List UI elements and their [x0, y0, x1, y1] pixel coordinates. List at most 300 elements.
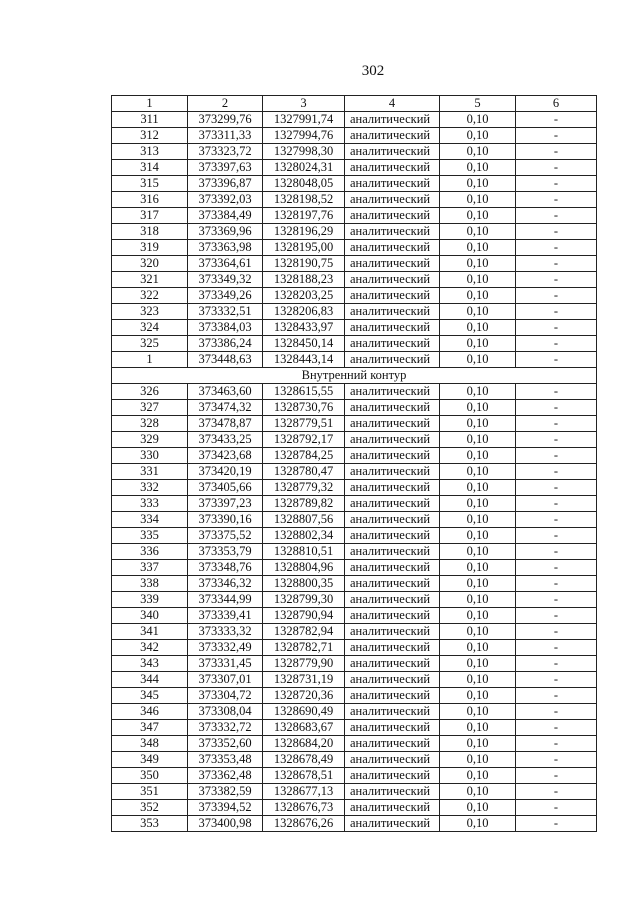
- y-coordinate-cell: 1328790,94: [263, 608, 345, 624]
- point-number-cell: 319: [112, 240, 188, 256]
- method-cell: аналитический: [345, 432, 440, 448]
- note-cell: -: [516, 416, 597, 432]
- note-cell: -: [516, 320, 597, 336]
- note-cell: -: [516, 352, 597, 368]
- x-coordinate-cell: 373308,04: [188, 704, 263, 720]
- note-cell: -: [516, 576, 597, 592]
- y-coordinate-cell: 1328206,83: [263, 304, 345, 320]
- note-cell: -: [516, 144, 597, 160]
- note-cell: -: [516, 720, 597, 736]
- x-coordinate-cell: 373362,48: [188, 768, 263, 784]
- y-coordinate-cell: 1328188,23: [263, 272, 345, 288]
- x-coordinate-cell: 373397,63: [188, 160, 263, 176]
- note-cell: -: [516, 208, 597, 224]
- table-row: [112, 624, 597, 640]
- note-cell: -: [516, 336, 597, 352]
- accuracy-cell: 0,10: [440, 400, 516, 416]
- table-row: [112, 496, 597, 512]
- y-coordinate-cell: 1328677,13: [263, 784, 345, 800]
- table-row: [112, 560, 597, 576]
- point-number-cell: 353: [112, 816, 188, 832]
- method-cell: аналитический: [345, 288, 440, 304]
- point-number-cell: 312: [112, 128, 188, 144]
- x-coordinate-cell: 373384,03: [188, 320, 263, 336]
- point-number-cell: 329: [112, 432, 188, 448]
- table-row: [112, 256, 597, 272]
- method-cell: аналитический: [345, 544, 440, 560]
- y-coordinate-cell: 1328433,97: [263, 320, 345, 336]
- y-coordinate-cell: 1328784,25: [263, 448, 345, 464]
- x-coordinate-cell: 373384,49: [188, 208, 263, 224]
- table-row: [112, 672, 597, 688]
- method-cell: аналитический: [345, 688, 440, 704]
- accuracy-cell: 0,10: [440, 816, 516, 832]
- x-coordinate-cell: 373323,72: [188, 144, 263, 160]
- method-cell: аналитический: [345, 160, 440, 176]
- x-coordinate-cell: 373386,24: [188, 336, 263, 352]
- y-coordinate-cell: 1328804,96: [263, 560, 345, 576]
- table-row: [112, 736, 597, 752]
- method-cell: аналитический: [345, 464, 440, 480]
- accuracy-cell: 0,10: [440, 688, 516, 704]
- table-row: [112, 688, 597, 704]
- y-coordinate-cell: 1328779,90: [263, 656, 345, 672]
- x-coordinate-cell: 373353,79: [188, 544, 263, 560]
- y-coordinate-cell: 1327991,74: [263, 112, 345, 128]
- y-coordinate-cell: 1328190,75: [263, 256, 345, 272]
- point-number-cell: 348: [112, 736, 188, 752]
- x-coordinate-cell: 373344,99: [188, 592, 263, 608]
- method-cell: аналитический: [345, 528, 440, 544]
- column-header: 2: [188, 96, 263, 112]
- method-cell: аналитический: [345, 784, 440, 800]
- table-row: [112, 304, 597, 320]
- method-cell: аналитический: [345, 672, 440, 688]
- x-coordinate-cell: 373311,33: [188, 128, 263, 144]
- accuracy-cell: 0,10: [440, 576, 516, 592]
- table-row: [112, 272, 597, 288]
- table-row: [112, 192, 597, 208]
- page-number: 302: [361, 63, 385, 79]
- y-coordinate-cell: 1328792,17: [263, 432, 345, 448]
- table-row: [112, 336, 597, 352]
- y-coordinate-cell: 1328810,51: [263, 544, 345, 560]
- accuracy-cell: 0,10: [440, 480, 516, 496]
- point-number-cell: 345: [112, 688, 188, 704]
- point-number-cell: 335: [112, 528, 188, 544]
- method-cell: аналитический: [345, 176, 440, 192]
- accuracy-cell: 0,10: [440, 128, 516, 144]
- point-number-cell: 331: [112, 464, 188, 480]
- method-cell: аналитический: [345, 800, 440, 816]
- section-row: [112, 368, 597, 384]
- point-number-cell: 328: [112, 416, 188, 432]
- y-coordinate-cell: 1328676,73: [263, 800, 345, 816]
- accuracy-cell: 0,10: [440, 384, 516, 400]
- point-number-cell: 344: [112, 672, 188, 688]
- point-number-cell: 1: [112, 352, 188, 368]
- point-number-cell: 311: [112, 112, 188, 128]
- table-row: [112, 768, 597, 784]
- column-header: 3: [263, 96, 345, 112]
- accuracy-cell: 0,10: [440, 736, 516, 752]
- table-row: [112, 400, 597, 416]
- x-coordinate-cell: 373348,76: [188, 560, 263, 576]
- note-cell: -: [516, 800, 597, 816]
- section-title: Внутренний контур: [112, 368, 597, 384]
- x-coordinate-cell: 373405,66: [188, 480, 263, 496]
- note-cell: -: [516, 448, 597, 464]
- y-coordinate-cell: 1328196,29: [263, 224, 345, 240]
- point-number-cell: 338: [112, 576, 188, 592]
- x-coordinate-cell: 373390,16: [188, 512, 263, 528]
- x-coordinate-cell: 373394,52: [188, 800, 263, 816]
- table-row: [112, 240, 597, 256]
- y-coordinate-cell: 1328782,94: [263, 624, 345, 640]
- y-coordinate-cell: 1328730,76: [263, 400, 345, 416]
- method-cell: аналитический: [345, 560, 440, 576]
- point-number-cell: 350: [112, 768, 188, 784]
- note-cell: -: [516, 400, 597, 416]
- method-cell: аналитический: [345, 240, 440, 256]
- accuracy-cell: 0,10: [440, 224, 516, 240]
- x-coordinate-cell: 373299,76: [188, 112, 263, 128]
- method-cell: аналитический: [345, 272, 440, 288]
- point-number-cell: 324: [112, 320, 188, 336]
- note-cell: -: [516, 608, 597, 624]
- accuracy-cell: 0,10: [440, 272, 516, 288]
- y-coordinate-cell: 1328780,47: [263, 464, 345, 480]
- y-coordinate-cell: 1328684,20: [263, 736, 345, 752]
- method-cell: аналитический: [345, 352, 440, 368]
- accuracy-cell: 0,10: [440, 416, 516, 432]
- method-cell: аналитический: [345, 480, 440, 496]
- point-number-cell: 318: [112, 224, 188, 240]
- table-row: [112, 752, 597, 768]
- note-cell: -: [516, 784, 597, 800]
- x-coordinate-cell: 373331,45: [188, 656, 263, 672]
- y-coordinate-cell: 1328443,14: [263, 352, 345, 368]
- accuracy-cell: 0,10: [440, 192, 516, 208]
- method-cell: аналитический: [345, 608, 440, 624]
- note-cell: -: [516, 224, 597, 240]
- method-cell: аналитический: [345, 384, 440, 400]
- table-row: [112, 656, 597, 672]
- method-cell: аналитический: [345, 208, 440, 224]
- point-number-cell: 336: [112, 544, 188, 560]
- note-cell: -: [516, 160, 597, 176]
- note-cell: -: [516, 432, 597, 448]
- method-cell: аналитический: [345, 128, 440, 144]
- accuracy-cell: 0,10: [440, 704, 516, 720]
- table-row: [112, 544, 597, 560]
- x-coordinate-cell: 373349,26: [188, 288, 263, 304]
- table-row: [112, 464, 597, 480]
- table-row: [112, 704, 597, 720]
- point-number-cell: 325: [112, 336, 188, 352]
- x-coordinate-cell: 373463,60: [188, 384, 263, 400]
- table-row: [112, 576, 597, 592]
- x-coordinate-cell: 373433,25: [188, 432, 263, 448]
- column-header: 4: [345, 96, 440, 112]
- table-row: [112, 176, 597, 192]
- x-coordinate-cell: 373352,60: [188, 736, 263, 752]
- accuracy-cell: 0,10: [440, 464, 516, 480]
- accuracy-cell: 0,10: [440, 544, 516, 560]
- y-coordinate-cell: 1328690,49: [263, 704, 345, 720]
- method-cell: аналитический: [345, 144, 440, 160]
- table-row: [112, 528, 597, 544]
- method-cell: аналитический: [345, 336, 440, 352]
- point-number-cell: 339: [112, 592, 188, 608]
- point-number-cell: 343: [112, 656, 188, 672]
- x-coordinate-cell: 373333,32: [188, 624, 263, 640]
- x-coordinate-cell: 373478,87: [188, 416, 263, 432]
- point-number-cell: 333: [112, 496, 188, 512]
- point-number-cell: 346: [112, 704, 188, 720]
- method-cell: аналитический: [345, 592, 440, 608]
- accuracy-cell: 0,10: [440, 240, 516, 256]
- x-coordinate-cell: 373307,01: [188, 672, 263, 688]
- point-number-cell: 340: [112, 608, 188, 624]
- table-row: [112, 816, 597, 832]
- method-cell: аналитический: [345, 320, 440, 336]
- accuracy-cell: 0,10: [440, 752, 516, 768]
- note-cell: -: [516, 384, 597, 400]
- y-coordinate-cell: 1328678,49: [263, 752, 345, 768]
- accuracy-cell: 0,10: [440, 160, 516, 176]
- point-number-cell: 332: [112, 480, 188, 496]
- point-number-cell: 334: [112, 512, 188, 528]
- x-coordinate-cell: 373353,48: [188, 752, 263, 768]
- table-row: [112, 320, 597, 336]
- column-header: 5: [440, 96, 516, 112]
- y-coordinate-cell: 1328731,19: [263, 672, 345, 688]
- point-number-cell: 320: [112, 256, 188, 272]
- note-cell: -: [516, 688, 597, 704]
- accuracy-cell: 0,10: [440, 528, 516, 544]
- table-row: [112, 352, 597, 368]
- x-coordinate-cell: 373400,98: [188, 816, 263, 832]
- accuracy-cell: 0,10: [440, 592, 516, 608]
- table-row: [112, 720, 597, 736]
- note-cell: -: [516, 496, 597, 512]
- accuracy-cell: 0,10: [440, 560, 516, 576]
- method-cell: аналитический: [345, 752, 440, 768]
- y-coordinate-cell: 1328195,00: [263, 240, 345, 256]
- coordinates-table-body: [112, 96, 597, 832]
- x-coordinate-cell: 373375,52: [188, 528, 263, 544]
- table-row: [112, 144, 597, 160]
- point-number-cell: 326: [112, 384, 188, 400]
- method-cell: аналитический: [345, 192, 440, 208]
- table-row: [112, 800, 597, 816]
- x-coordinate-cell: 373396,87: [188, 176, 263, 192]
- note-cell: -: [516, 272, 597, 288]
- y-coordinate-cell: 1328807,56: [263, 512, 345, 528]
- note-cell: -: [516, 176, 597, 192]
- note-cell: -: [516, 544, 597, 560]
- table-row: [112, 640, 597, 656]
- accuracy-cell: 0,10: [440, 336, 516, 352]
- x-coordinate-cell: 373364,61: [188, 256, 263, 272]
- accuracy-cell: 0,10: [440, 320, 516, 336]
- note-cell: -: [516, 288, 597, 304]
- accuracy-cell: 0,10: [440, 496, 516, 512]
- note-cell: -: [516, 624, 597, 640]
- method-cell: аналитический: [345, 768, 440, 784]
- table-row: [112, 416, 597, 432]
- note-cell: -: [516, 704, 597, 720]
- table-row: [112, 608, 597, 624]
- x-coordinate-cell: 373332,72: [188, 720, 263, 736]
- note-cell: -: [516, 192, 597, 208]
- accuracy-cell: 0,10: [440, 672, 516, 688]
- method-cell: аналитический: [345, 112, 440, 128]
- table-row: [112, 384, 597, 400]
- point-number-cell: 352: [112, 800, 188, 816]
- note-cell: -: [516, 480, 597, 496]
- note-cell: -: [516, 560, 597, 576]
- note-cell: -: [516, 528, 597, 544]
- accuracy-cell: 0,10: [440, 288, 516, 304]
- y-coordinate-cell: 1328198,52: [263, 192, 345, 208]
- point-number-cell: 349: [112, 752, 188, 768]
- table-row: [112, 224, 597, 240]
- table-row: [112, 208, 597, 224]
- table-row: [112, 288, 597, 304]
- y-coordinate-cell: 1328676,26: [263, 816, 345, 832]
- x-coordinate-cell: 373392,03: [188, 192, 263, 208]
- x-coordinate-cell: 373448,63: [188, 352, 263, 368]
- table-row: [112, 592, 597, 608]
- accuracy-cell: 0,10: [440, 608, 516, 624]
- accuracy-cell: 0,10: [440, 656, 516, 672]
- coordinates-table: [111, 95, 597, 832]
- point-number-cell: 342: [112, 640, 188, 656]
- note-cell: -: [516, 128, 597, 144]
- accuracy-cell: 0,10: [440, 624, 516, 640]
- point-number-cell: 330: [112, 448, 188, 464]
- note-cell: -: [516, 256, 597, 272]
- point-number-cell: 313: [112, 144, 188, 160]
- note-cell: -: [516, 112, 597, 128]
- method-cell: аналитический: [345, 256, 440, 272]
- accuracy-cell: 0,10: [440, 208, 516, 224]
- note-cell: -: [516, 816, 597, 832]
- method-cell: аналитический: [345, 640, 440, 656]
- table-header-row: [112, 96, 597, 112]
- column-header: 6: [516, 96, 597, 112]
- table-row: [112, 432, 597, 448]
- point-number-cell: 317: [112, 208, 188, 224]
- y-coordinate-cell: 1327998,30: [263, 144, 345, 160]
- x-coordinate-cell: 373423,68: [188, 448, 263, 464]
- y-coordinate-cell: 1327994,76: [263, 128, 345, 144]
- point-number-cell: 337: [112, 560, 188, 576]
- accuracy-cell: 0,10: [440, 512, 516, 528]
- point-number-cell: 351: [112, 784, 188, 800]
- y-coordinate-cell: 1328799,30: [263, 592, 345, 608]
- y-coordinate-cell: 1328450,14: [263, 336, 345, 352]
- point-number-cell: 347: [112, 720, 188, 736]
- accuracy-cell: 0,10: [440, 176, 516, 192]
- x-coordinate-cell: 373332,49: [188, 640, 263, 656]
- y-coordinate-cell: 1328197,76: [263, 208, 345, 224]
- note-cell: -: [516, 752, 597, 768]
- accuracy-cell: 0,10: [440, 144, 516, 160]
- method-cell: аналитический: [345, 816, 440, 832]
- y-coordinate-cell: 1328779,51: [263, 416, 345, 432]
- point-number-cell: 315: [112, 176, 188, 192]
- column-header: 1: [112, 96, 188, 112]
- x-coordinate-cell: 373420,19: [188, 464, 263, 480]
- accuracy-cell: 0,10: [440, 720, 516, 736]
- note-cell: -: [516, 304, 597, 320]
- accuracy-cell: 0,10: [440, 768, 516, 784]
- x-coordinate-cell: 373474,32: [188, 400, 263, 416]
- x-coordinate-cell: 373369,96: [188, 224, 263, 240]
- point-number-cell: 316: [112, 192, 188, 208]
- y-coordinate-cell: 1328615,55: [263, 384, 345, 400]
- table-row: [112, 128, 597, 144]
- y-coordinate-cell: 1328678,51: [263, 768, 345, 784]
- table-row: [112, 784, 597, 800]
- x-coordinate-cell: 373397,23: [188, 496, 263, 512]
- point-number-cell: 327: [112, 400, 188, 416]
- accuracy-cell: 0,10: [440, 256, 516, 272]
- table-row: [112, 512, 597, 528]
- note-cell: -: [516, 656, 597, 672]
- x-coordinate-cell: 373346,32: [188, 576, 263, 592]
- x-coordinate-cell: 373382,59: [188, 784, 263, 800]
- point-number-cell: 321: [112, 272, 188, 288]
- x-coordinate-cell: 373339,41: [188, 608, 263, 624]
- accuracy-cell: 0,10: [440, 800, 516, 816]
- method-cell: аналитический: [345, 736, 440, 752]
- table-row: [112, 112, 597, 128]
- x-coordinate-cell: 373363,98: [188, 240, 263, 256]
- accuracy-cell: 0,10: [440, 304, 516, 320]
- method-cell: аналитический: [345, 448, 440, 464]
- y-coordinate-cell: 1328789,82: [263, 496, 345, 512]
- x-coordinate-cell: 373332,51: [188, 304, 263, 320]
- method-cell: аналитический: [345, 224, 440, 240]
- y-coordinate-cell: 1328024,31: [263, 160, 345, 176]
- y-coordinate-cell: 1328782,71: [263, 640, 345, 656]
- method-cell: аналитический: [345, 720, 440, 736]
- method-cell: аналитический: [345, 576, 440, 592]
- y-coordinate-cell: 1328800,35: [263, 576, 345, 592]
- method-cell: аналитический: [345, 400, 440, 416]
- note-cell: -: [516, 512, 597, 528]
- y-coordinate-cell: 1328779,32: [263, 480, 345, 496]
- y-coordinate-cell: 1328203,25: [263, 288, 345, 304]
- point-number-cell: 323: [112, 304, 188, 320]
- note-cell: -: [516, 640, 597, 656]
- method-cell: аналитический: [345, 304, 440, 320]
- x-coordinate-cell: 373304,72: [188, 688, 263, 704]
- method-cell: аналитический: [345, 416, 440, 432]
- accuracy-cell: 0,10: [440, 352, 516, 368]
- y-coordinate-cell: 1328802,34: [263, 528, 345, 544]
- note-cell: -: [516, 240, 597, 256]
- y-coordinate-cell: 1328683,67: [263, 720, 345, 736]
- table-row: [112, 480, 597, 496]
- method-cell: аналитический: [345, 512, 440, 528]
- accuracy-cell: 0,10: [440, 432, 516, 448]
- note-cell: -: [516, 464, 597, 480]
